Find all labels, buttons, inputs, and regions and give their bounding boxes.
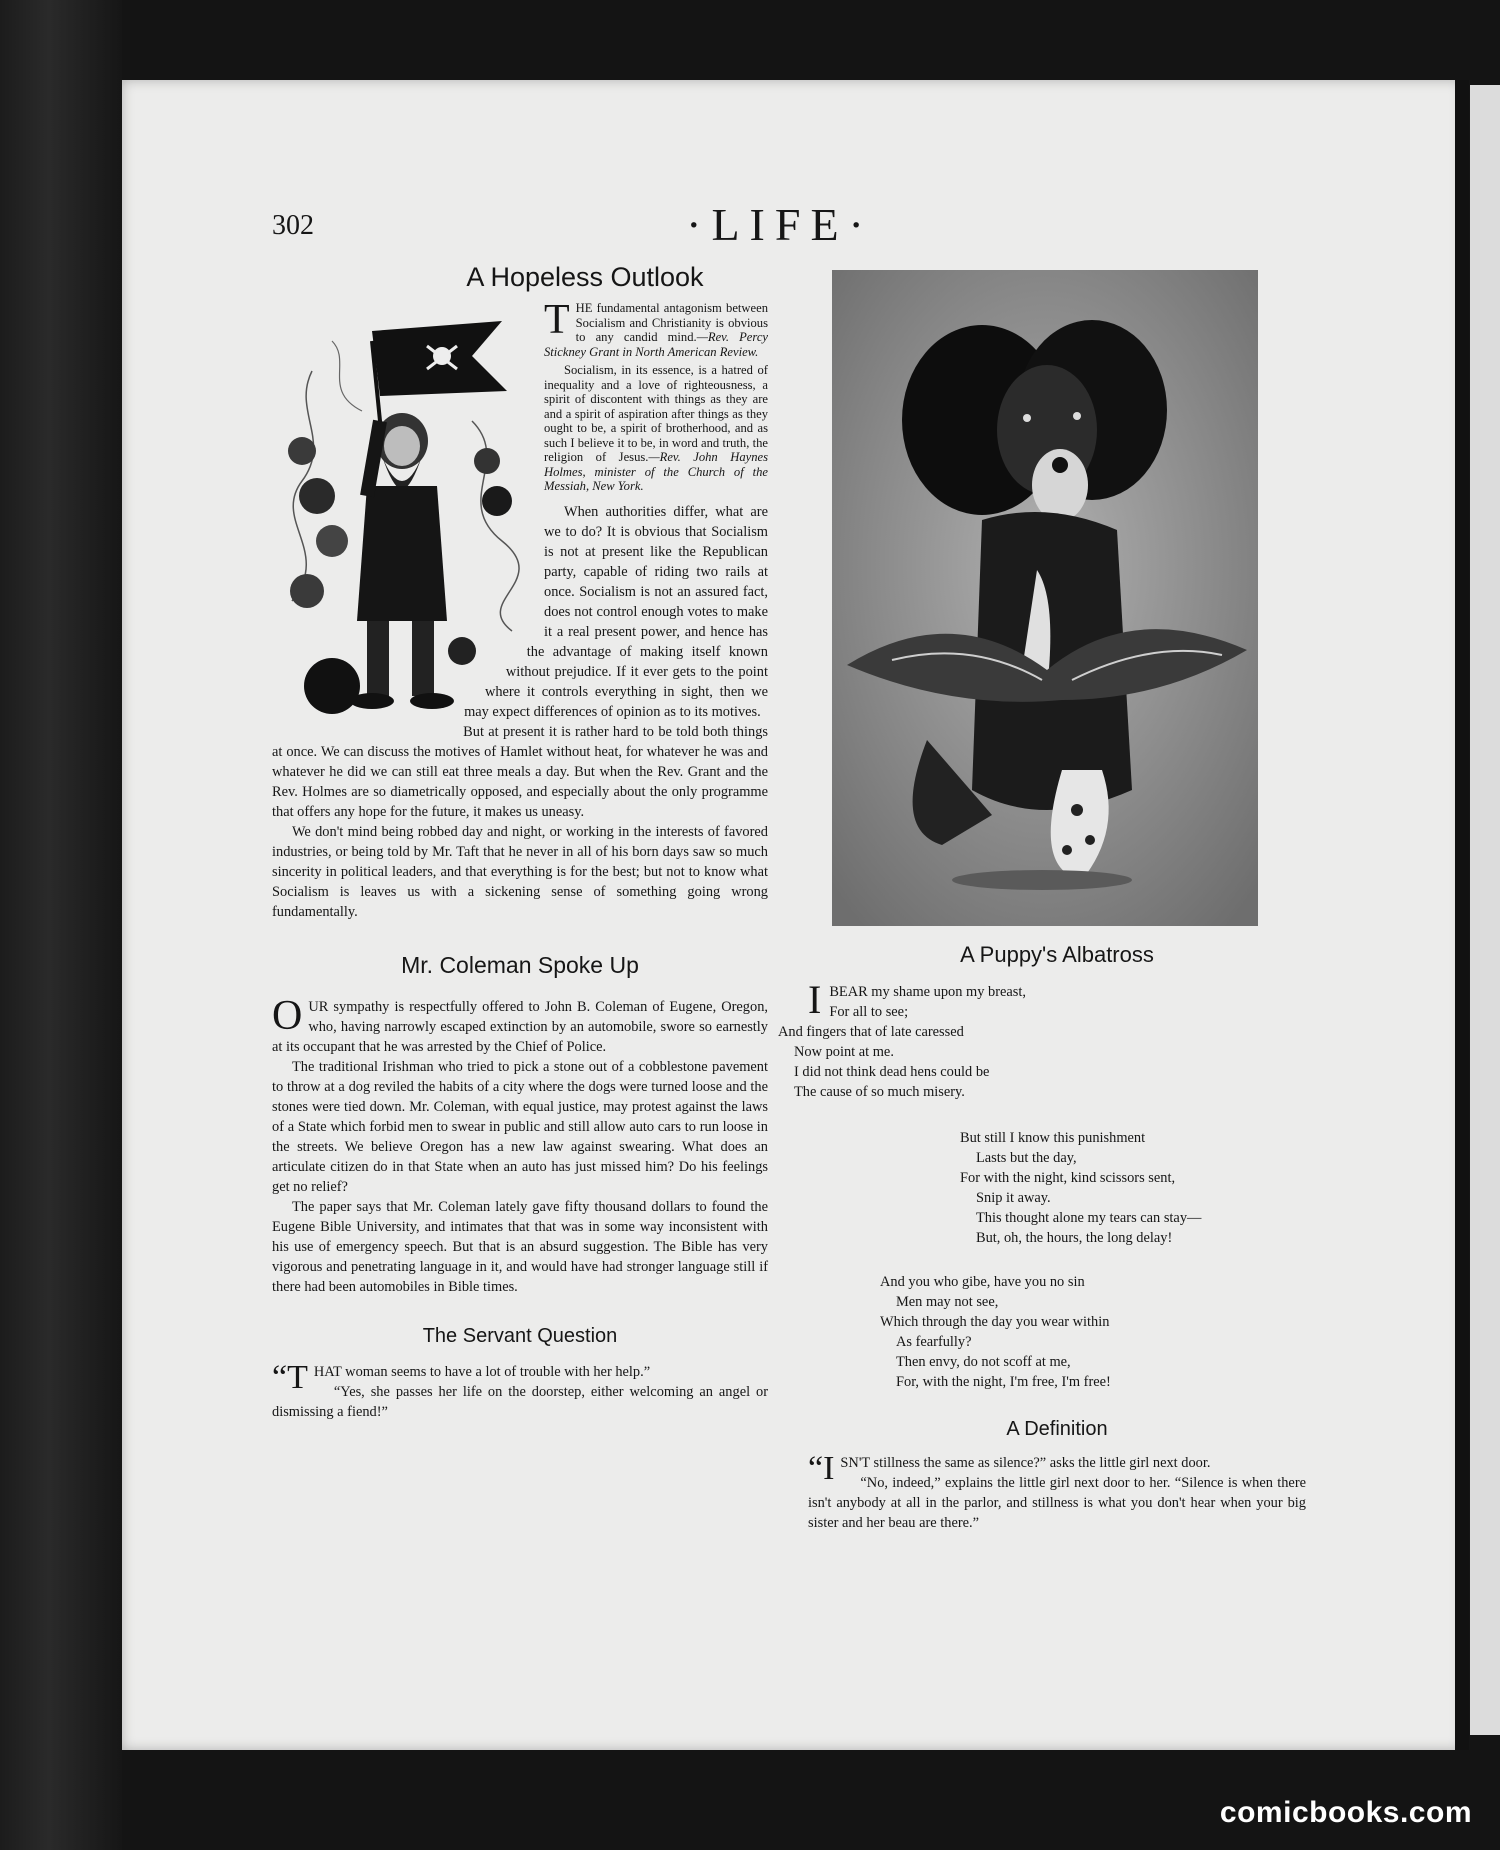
dropcap-o: O: [272, 992, 303, 1039]
coleman-para-3: The paper says that Mr. Coleman lately gave fifty thousand dollars to found the Eugene Bible University, and intimates that that was in some way inconsistent with his use of emergency speech. But that is an absurd suggestion. The Bible has very vigorous and penetrating language in it, and would have had stronger language still if there had been automobiles in Bible times.: [272, 1198, 768, 1295]
page-number: 302: [272, 210, 314, 241]
headline-servant-question: The Servant Question: [422, 1324, 618, 1347]
headline-puppys-albatross: A Puppy's Albatross: [960, 942, 1154, 967]
next-page-edge: [1470, 85, 1500, 1735]
definition-para-2: “No, indeed,” explains the little girl next door to her. “Silence is when there isn't anybody at all in the parlor, and stillness is what you don't hear when your big sister and her beau are there.”: [808, 1475, 1306, 1531]
epigraph-holmes: Socialism, in its essence, is a hatred of inequality and a love of righteousness, a spirit of discontent with things as they are and a spirit of aspiration after things as they ought to be, a spirit of brotherhood, and as such I believe it to be, in word and truth, the religion of Jesus.—Rev. John Haynes Holmes, minister of the Church of the Messiah, New York.: [544, 363, 768, 493]
servant-line-1: “THAT woman seems to have a lot of trouble with her help.”: [272, 1358, 651, 1396]
puppy-photo: [832, 270, 1258, 926]
page-gutter: [1455, 80, 1469, 1750]
hopeless-para-2: But at present it is rather hard to be told both things at once. We can discuss the motives of Hamlet without heat, for whatever he was and whatever he did we can still eat three meals a day. But when the Rev. Grant and the Rev. Holmes are so diametrically opposed, and especially about the only programme that offers any hope for the future, it makes us uneasy.: [272, 723, 768, 820]
headline-a-definition: A Definition: [1006, 1418, 1108, 1440]
bomb-icon: [299, 478, 335, 514]
poem-puppys-albatross: [778, 977, 1306, 1392]
bomb-icon: [288, 437, 316, 465]
masthead-life: ·LIFE·: [686, 199, 874, 250]
bomb-icon: [316, 525, 348, 557]
poem-stanza-1: I BEAR my shame upon my breast, For all to see; And fingers that of late caressed Now point at me. I did not think dead hens could be The cause of so much misery.: [778, 977, 1026, 1100]
right-column: [778, 270, 1306, 1533]
bomb-icon: [448, 637, 476, 665]
dropcap-i: I: [808, 977, 822, 1022]
dropcap-i-quote: “I: [808, 1450, 835, 1487]
headline-coleman: Mr. Coleman Spoke Up: [401, 951, 639, 978]
dropcap-t: T: [544, 297, 570, 343]
bomb-icon: [474, 448, 500, 474]
coleman-para-1: OUR sympathy is respectfully offered to John B. Coleman of Eugene, Oregon, who, having narrowly escaped extinction by an automobile, swore so earnestly at its occupant that he was arrested by the Chief of Police.: [272, 992, 768, 1055]
bomb-icon: [482, 486, 512, 516]
servant-line-2: “Yes, she passes her life on the doorstep, either welcoming an angel or dismissing a fiend!”: [272, 1383, 768, 1420]
poem-stanza-3: And you who gibe, have you no sin Men may not see, Which through the day you wear within As fearfully? Then envy, do not scoff at me, For, with the night, I'm free, I'm free!: [880, 1274, 1111, 1390]
poem-stanza-2: But still I know this punishment Lasts but the day, For with the night, kind scissors sent, Snip it away. This thought alone my tears can stay— But, oh, the hours, the long delay!: [960, 1130, 1202, 1246]
left-column: [272, 262, 768, 1422]
socialist-cartoon-illustration: [272, 301, 534, 733]
epigraph-grant: THE fundamental antagonism between Socialism and Christianity is obvious to any candid mind.—Rev. Percy Stickney Grant in North American Review.: [544, 297, 769, 359]
headline-hopeless-outlook: A Hopeless Outlook: [466, 262, 704, 292]
hopeless-para-1: When authorities differ, what are we to do? It is obvious that Socialism is not at present like the Republican party, capable of riding two rails at once. Socialism is not an assured fact, does not control enough votes to make it a real present power, and hence has the advantage of making itself known without prejudice. If it ever gets to the point where it controls everything in sight, then we may expect differences of opinion as to its motives.: [464, 503, 768, 720]
scan-border-left: [0, 0, 122, 1850]
spaniel-puppy-photo: [832, 270, 1258, 926]
watermark-comicbooks: comicbooks.com: [1219, 1796, 1472, 1829]
bomb-icon: [290, 574, 324, 608]
bomb-icon: [304, 658, 360, 714]
coleman-para-2: The traditional Irishman who tried to pick a stone out of a cobblestone pavement to throw at a dog reviled the habits of a city where the dogs were turned loose and the stones were tied down. Mr. Coleman, with equal justice, may protest against the laws of a State which forbid men to swear in public and still allow auto cars to run loose in the streets. We believe Oregon has a new law against swearing. What does an articulate citizen do in that State when an auto has just missed him? Do his feelings get no relief?: [272, 1058, 768, 1195]
dropcap-t-quote: “T: [272, 1358, 308, 1396]
hopeless-para-3: We don't mind being robbed day and night, or working in the interests of favored industries, or being told by Mr. Taft that he never in all of his born days saw so much sincerity in political leaders, and that everything is for the best; but not to know what Socialism is leaves us with a sickening sense of something going wrong fundamentally.: [272, 823, 768, 920]
definition-para-1: “ISN'T stillness the same as silence?” asks the little girl next door.: [808, 1450, 1211, 1487]
hopeless-outlook-body: [362, 297, 769, 722]
